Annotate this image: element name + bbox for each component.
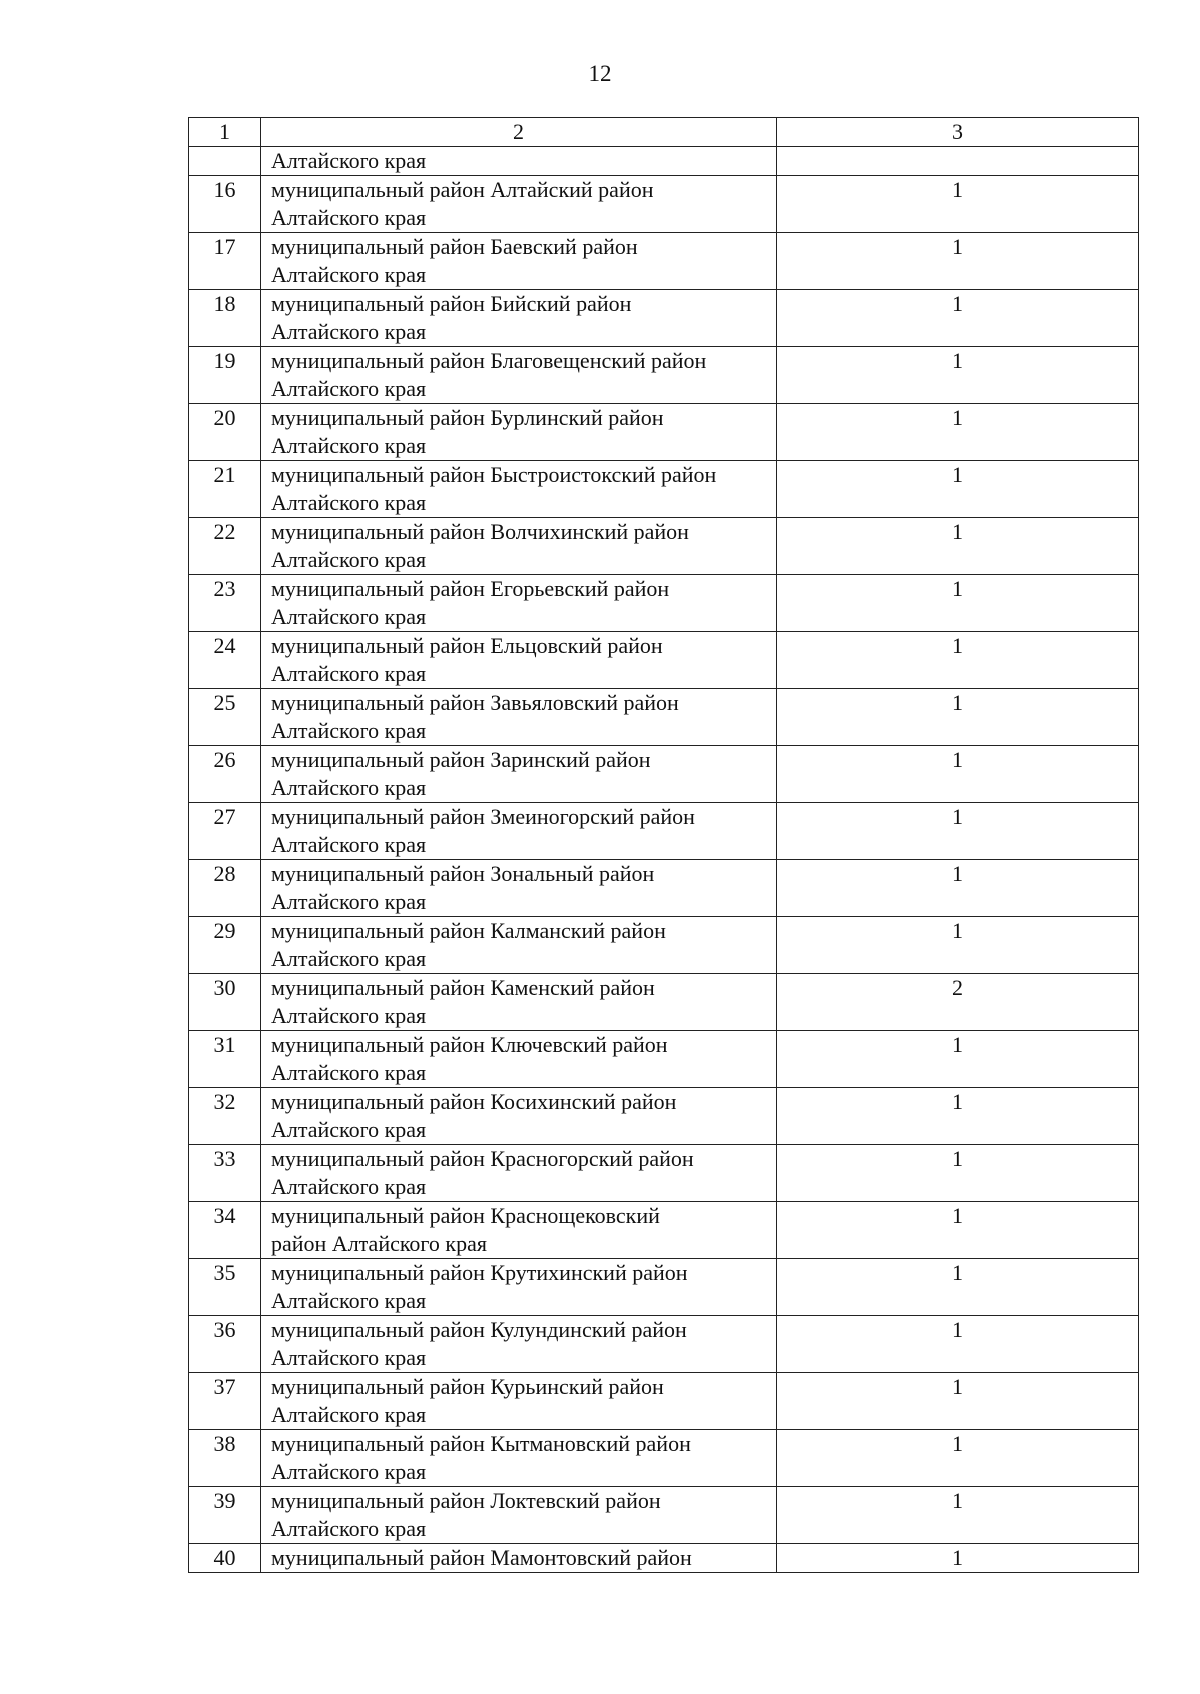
quantity: 1	[777, 860, 1139, 917]
district-name-cell	[261, 1031, 777, 1088]
quantity: 1	[777, 917, 1139, 974]
column-header-name: 2	[261, 118, 777, 147]
row-number: 21	[189, 461, 261, 518]
table-row	[189, 974, 1139, 1031]
district-name-cell	[261, 746, 777, 803]
quantity: 1	[777, 518, 1139, 575]
row-number: 27	[189, 803, 261, 860]
row-number-cell	[189, 147, 261, 176]
row-number: 38	[189, 1430, 261, 1487]
row-number: 35	[189, 1259, 261, 1316]
district-name-cell	[261, 632, 777, 689]
quantity: 1	[777, 404, 1139, 461]
district-name-cell	[261, 1430, 777, 1487]
district-name-cell	[261, 518, 777, 575]
district-name-cell	[261, 347, 777, 404]
district-name-cell	[261, 917, 777, 974]
table-row	[189, 917, 1139, 974]
table-row	[189, 1031, 1139, 1088]
district-name-line2: Алтайского края	[271, 832, 427, 857]
table-row	[189, 404, 1139, 461]
district-name-line2: Алтайского края	[271, 718, 427, 743]
row-number: 33	[189, 1145, 261, 1202]
table-row	[189, 1544, 1139, 1573]
table-row	[189, 632, 1139, 689]
continuation-row	[189, 147, 1139, 176]
district-name-line1: муниципальный район Ключевский район	[271, 1032, 668, 1057]
page-number: 12	[588, 61, 612, 86]
table-row	[189, 176, 1139, 233]
district-name-line2: Алтайского края	[271, 1402, 427, 1427]
row-number: 34	[189, 1202, 261, 1259]
table-row	[189, 746, 1139, 803]
district-name-cell	[261, 1088, 777, 1145]
district-name-line1: муниципальный район Красногорский район	[271, 1146, 694, 1171]
quantity: 2	[777, 974, 1139, 1031]
row-number: 17	[189, 233, 261, 290]
district-name-line1: муниципальный район Крутихинский район	[271, 1260, 688, 1285]
quantity: 1	[777, 689, 1139, 746]
table-row	[189, 1373, 1139, 1430]
quantity: 1	[777, 347, 1139, 404]
table-row	[189, 1316, 1139, 1373]
row-number: 20	[189, 404, 261, 461]
district-name-line1: муниципальный район Алтайский район	[271, 177, 654, 202]
district-name-cell	[261, 1202, 777, 1259]
header-row	[189, 118, 1139, 147]
table-row	[189, 860, 1139, 917]
district-name-line1: муниципальный район Кулундинский район	[271, 1317, 687, 1342]
district-name-line1: муниципальный район Волчихинский район	[271, 519, 689, 544]
district-name-line2: Алтайского края	[271, 1060, 427, 1085]
row-number: 18	[189, 290, 261, 347]
row-number: 23	[189, 575, 261, 632]
table-row	[189, 347, 1139, 404]
table-row	[189, 1487, 1139, 1544]
quantity: 1	[777, 461, 1139, 518]
row-number: 19	[189, 347, 261, 404]
district-name-line1: муниципальный район Косихинский район	[271, 1089, 677, 1114]
row-number: 16	[189, 176, 261, 233]
quantity: 1	[777, 575, 1139, 632]
quantity: 1	[777, 803, 1139, 860]
district-name-cell	[261, 461, 777, 518]
district-name-line2: Алтайского края	[271, 205, 427, 230]
quantity: 1	[777, 233, 1139, 290]
quantity: 1	[777, 290, 1139, 347]
quantity: 1	[777, 1487, 1139, 1544]
districts-table	[188, 117, 1139, 1573]
district-name-line2: Алтайского края	[271, 604, 427, 629]
table-row	[189, 1145, 1139, 1202]
table-row	[189, 1259, 1139, 1316]
table-body	[189, 118, 1139, 1573]
district-name-line2: Алтайского края	[271, 319, 427, 344]
row-number: 37	[189, 1373, 261, 1430]
table-row	[189, 803, 1139, 860]
table-row	[189, 1202, 1139, 1259]
row-number: 22	[189, 518, 261, 575]
district-name-line1: муниципальный район Курьинский район	[271, 1374, 664, 1399]
district-name-line1: муниципальный район Краснощековский	[271, 1203, 660, 1228]
row-number: 40	[189, 1544, 261, 1573]
quantity: 1	[777, 176, 1139, 233]
district-name-line2: Алтайского края	[271, 1345, 427, 1370]
quantity: 1	[777, 1430, 1139, 1487]
row-number: 28	[189, 860, 261, 917]
district-name-line2: Алтайского края	[271, 1117, 427, 1142]
row-number: 31	[189, 1031, 261, 1088]
district-name-line1: муниципальный район Каменский район	[271, 975, 655, 1000]
quantity: 1	[777, 1316, 1139, 1373]
district-name-line1: муниципальный район Быстроистокский район	[271, 462, 717, 487]
table-row	[189, 575, 1139, 632]
district-name-line2: Алтайского края	[271, 1516, 427, 1541]
district-name-line1: муниципальный район Калманский район	[271, 918, 666, 943]
district-name-cell	[261, 176, 777, 233]
district-name-cell	[261, 860, 777, 917]
district-name-line1: муниципальный район Баевский район	[271, 234, 638, 259]
quantity-cell	[777, 147, 1139, 176]
district-name-line1: муниципальный район Егорьевский район	[271, 576, 670, 601]
district-name-cell	[261, 1487, 777, 1544]
district-name-line2: Алтайского края	[271, 1003, 427, 1028]
row-number: 29	[189, 917, 261, 974]
district-name-line1: муниципальный район Мамонтовский район	[271, 1545, 692, 1570]
district-name-line1: муниципальный район Змеиногорский район	[271, 804, 695, 829]
district-name-line1: муниципальный район Завьяловский район	[271, 690, 679, 715]
district-name-cell	[261, 974, 777, 1031]
table-row	[189, 233, 1139, 290]
quantity: 1	[777, 746, 1139, 803]
quantity: 1	[777, 1145, 1139, 1202]
quantity: 1	[777, 1373, 1139, 1430]
row-number: 30	[189, 974, 261, 1031]
district-name-line1: муниципальный район Зональный район	[271, 861, 655, 886]
district-name-cell	[261, 575, 777, 632]
quantity: 1	[777, 1544, 1139, 1573]
district-name-cell	[261, 147, 777, 176]
district-name-line2: Алтайского края	[271, 1174, 427, 1199]
district-name-cell	[261, 1373, 777, 1430]
district-name-line2: Алтайского края	[271, 889, 427, 914]
quantity: 1	[777, 1259, 1139, 1316]
column-header-quantity: 3	[777, 118, 1139, 147]
district-name-cell	[261, 689, 777, 746]
district-name-line1: муниципальный район Благовещенский район	[271, 348, 707, 373]
district-name-cell	[261, 803, 777, 860]
district-name-line1: муниципальный район Бийский район	[271, 291, 632, 316]
district-name-line1: муниципальный район Бурлинский район	[271, 405, 664, 430]
district-name-cell	[261, 1316, 777, 1373]
district-name-line1: муниципальный район Локтевский район	[271, 1488, 661, 1513]
table-row	[189, 1088, 1139, 1145]
district-name-line2: район Алтайского края	[271, 1231, 487, 1256]
row-number: 24	[189, 632, 261, 689]
district-name-cell	[261, 1259, 777, 1316]
district-name-continuation: Алтайского края	[271, 148, 427, 173]
district-name-line2: Алтайского края	[271, 775, 427, 800]
row-number: 32	[189, 1088, 261, 1145]
district-name-cell	[261, 1145, 777, 1202]
quantity: 1	[777, 1202, 1139, 1259]
district-name-line2: Алтайского края	[271, 376, 427, 401]
district-name-line2: Алтайского края	[271, 661, 427, 686]
table-row	[189, 1430, 1139, 1487]
quantity: 1	[777, 632, 1139, 689]
column-header-number: 1	[189, 118, 261, 147]
quantity: 1	[777, 1031, 1139, 1088]
district-name-line2: Алтайского края	[271, 490, 427, 515]
district-name-line2: Алтайского края	[271, 433, 427, 458]
district-name-line1: муниципальный район Кытмановский район	[271, 1431, 691, 1456]
district-name-cell	[261, 1544, 777, 1573]
table-row	[189, 689, 1139, 746]
table-row	[189, 518, 1139, 575]
district-name-line2: Алтайского края	[271, 1459, 427, 1484]
district-name-line2: Алтайского края	[271, 946, 427, 971]
row-number: 26	[189, 746, 261, 803]
row-number: 36	[189, 1316, 261, 1373]
district-name-line2: Алтайского края	[271, 547, 427, 572]
district-name-cell	[261, 290, 777, 347]
table-row	[189, 290, 1139, 347]
district-name-cell	[261, 233, 777, 290]
district-name-line1: муниципальный район Ельцовский район	[271, 633, 663, 658]
row-number: 39	[189, 1487, 261, 1544]
table-row	[189, 461, 1139, 518]
district-name-line2: Алтайского края	[271, 262, 427, 287]
row-number: 25	[189, 689, 261, 746]
district-name-cell	[261, 404, 777, 461]
district-name-line1: муниципальный район Заринский район	[271, 747, 651, 772]
quantity: 1	[777, 1088, 1139, 1145]
district-name-line2: Алтайского края	[271, 1288, 427, 1313]
